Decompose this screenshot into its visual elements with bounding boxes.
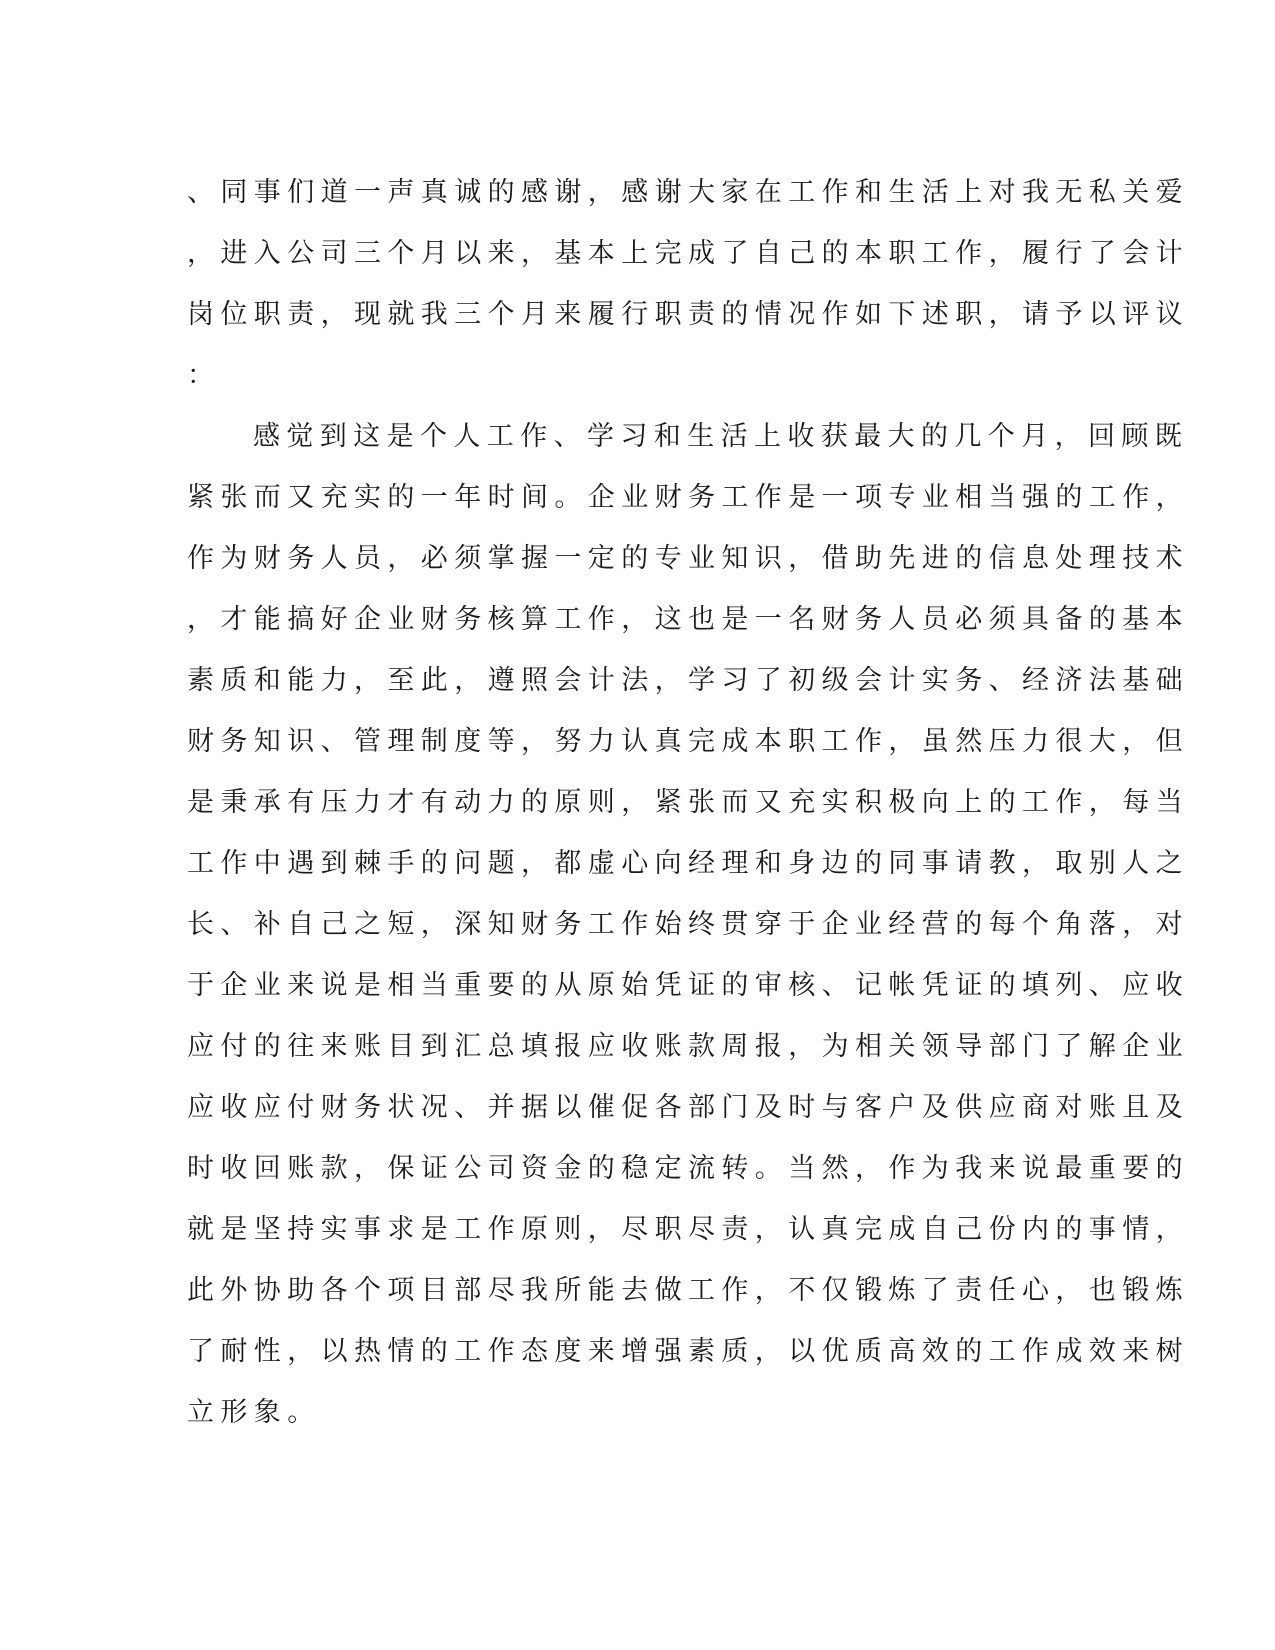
text-line: ，才能搞好企业财务核算工作，这也是一名财务人员必须具备的基本 (187, 604, 1189, 635)
text-line: 岗位职责，现就我三个月来履行职责的情况作如下述职，请予以评议 (187, 299, 1189, 330)
text-line: 立形象。 (187, 1397, 321, 1428)
text-line: 此外协助各个项目部尽我所能去做工作，不仅锻炼了责任心，也锻炼 (187, 1275, 1189, 1306)
text-line: ，进入公司三个月以来，基本上完成了自己的本职工作，履行了会计 (187, 238, 1189, 269)
text-line: 于企业来说是相当重要的从原始凭证的审核、记帐凭证的填列、应收 (187, 970, 1189, 1001)
text-line: 感觉到这是个人工作、学习和生活上收获最大的几个月，回顾既 (253, 421, 1189, 452)
paragraph-1 (187, 162, 1189, 406)
text-line: 长、补自己之短，深知财务工作始终贯穿于企业经营的每个角落，对 (187, 909, 1189, 940)
text-line: 了耐性，以热情的工作态度来增强素质，以优质高效的工作成效来树 (187, 1336, 1189, 1367)
text-line: 是秉承有压力才有动力的原则，紧张而又充实积极向上的工作，每当 (187, 787, 1189, 818)
text-line: 紧张而又充实的一年时间。企业财务工作是一项专业相当强的工作， (187, 482, 1189, 513)
text-line: 、同事们道一声真诚的感谢，感谢大家在工作和生活上对我无私关爱 (187, 177, 1189, 208)
text-line: 作为财务人员，必须掌握一定的专业知识，借助先进的信息处理技术 (187, 543, 1189, 574)
paragraph-2 (187, 406, 1189, 1443)
text-line: 就是坚持实事求是工作原则，尽职尽责，认真完成自己份内的事情， (187, 1214, 1189, 1245)
text-line: 素质和能力，至此，遵照会计法，学习了初级会计实务、经济法基础 (187, 665, 1189, 696)
text-line: ： (187, 360, 221, 391)
document-body (187, 162, 1189, 1443)
text-line: 工作中遇到棘手的问题，都虚心向经理和身边的同事请教，取别人之 (187, 848, 1189, 879)
text-line: 财务知识、管理制度等，努力认真完成本职工作，虽然压力很大，但 (187, 726, 1189, 757)
text-line: 应收应付财务状况、并据以催促各部门及时与客户及供应商对账且及 (187, 1092, 1189, 1123)
text-line: 应付的往来账目到汇总填报应收账款周报，为相关领导部门了解企业 (187, 1031, 1189, 1062)
text-line: 时收回账款，保证公司资金的稳定流转。当然，作为我来说最重要的 (187, 1153, 1189, 1184)
